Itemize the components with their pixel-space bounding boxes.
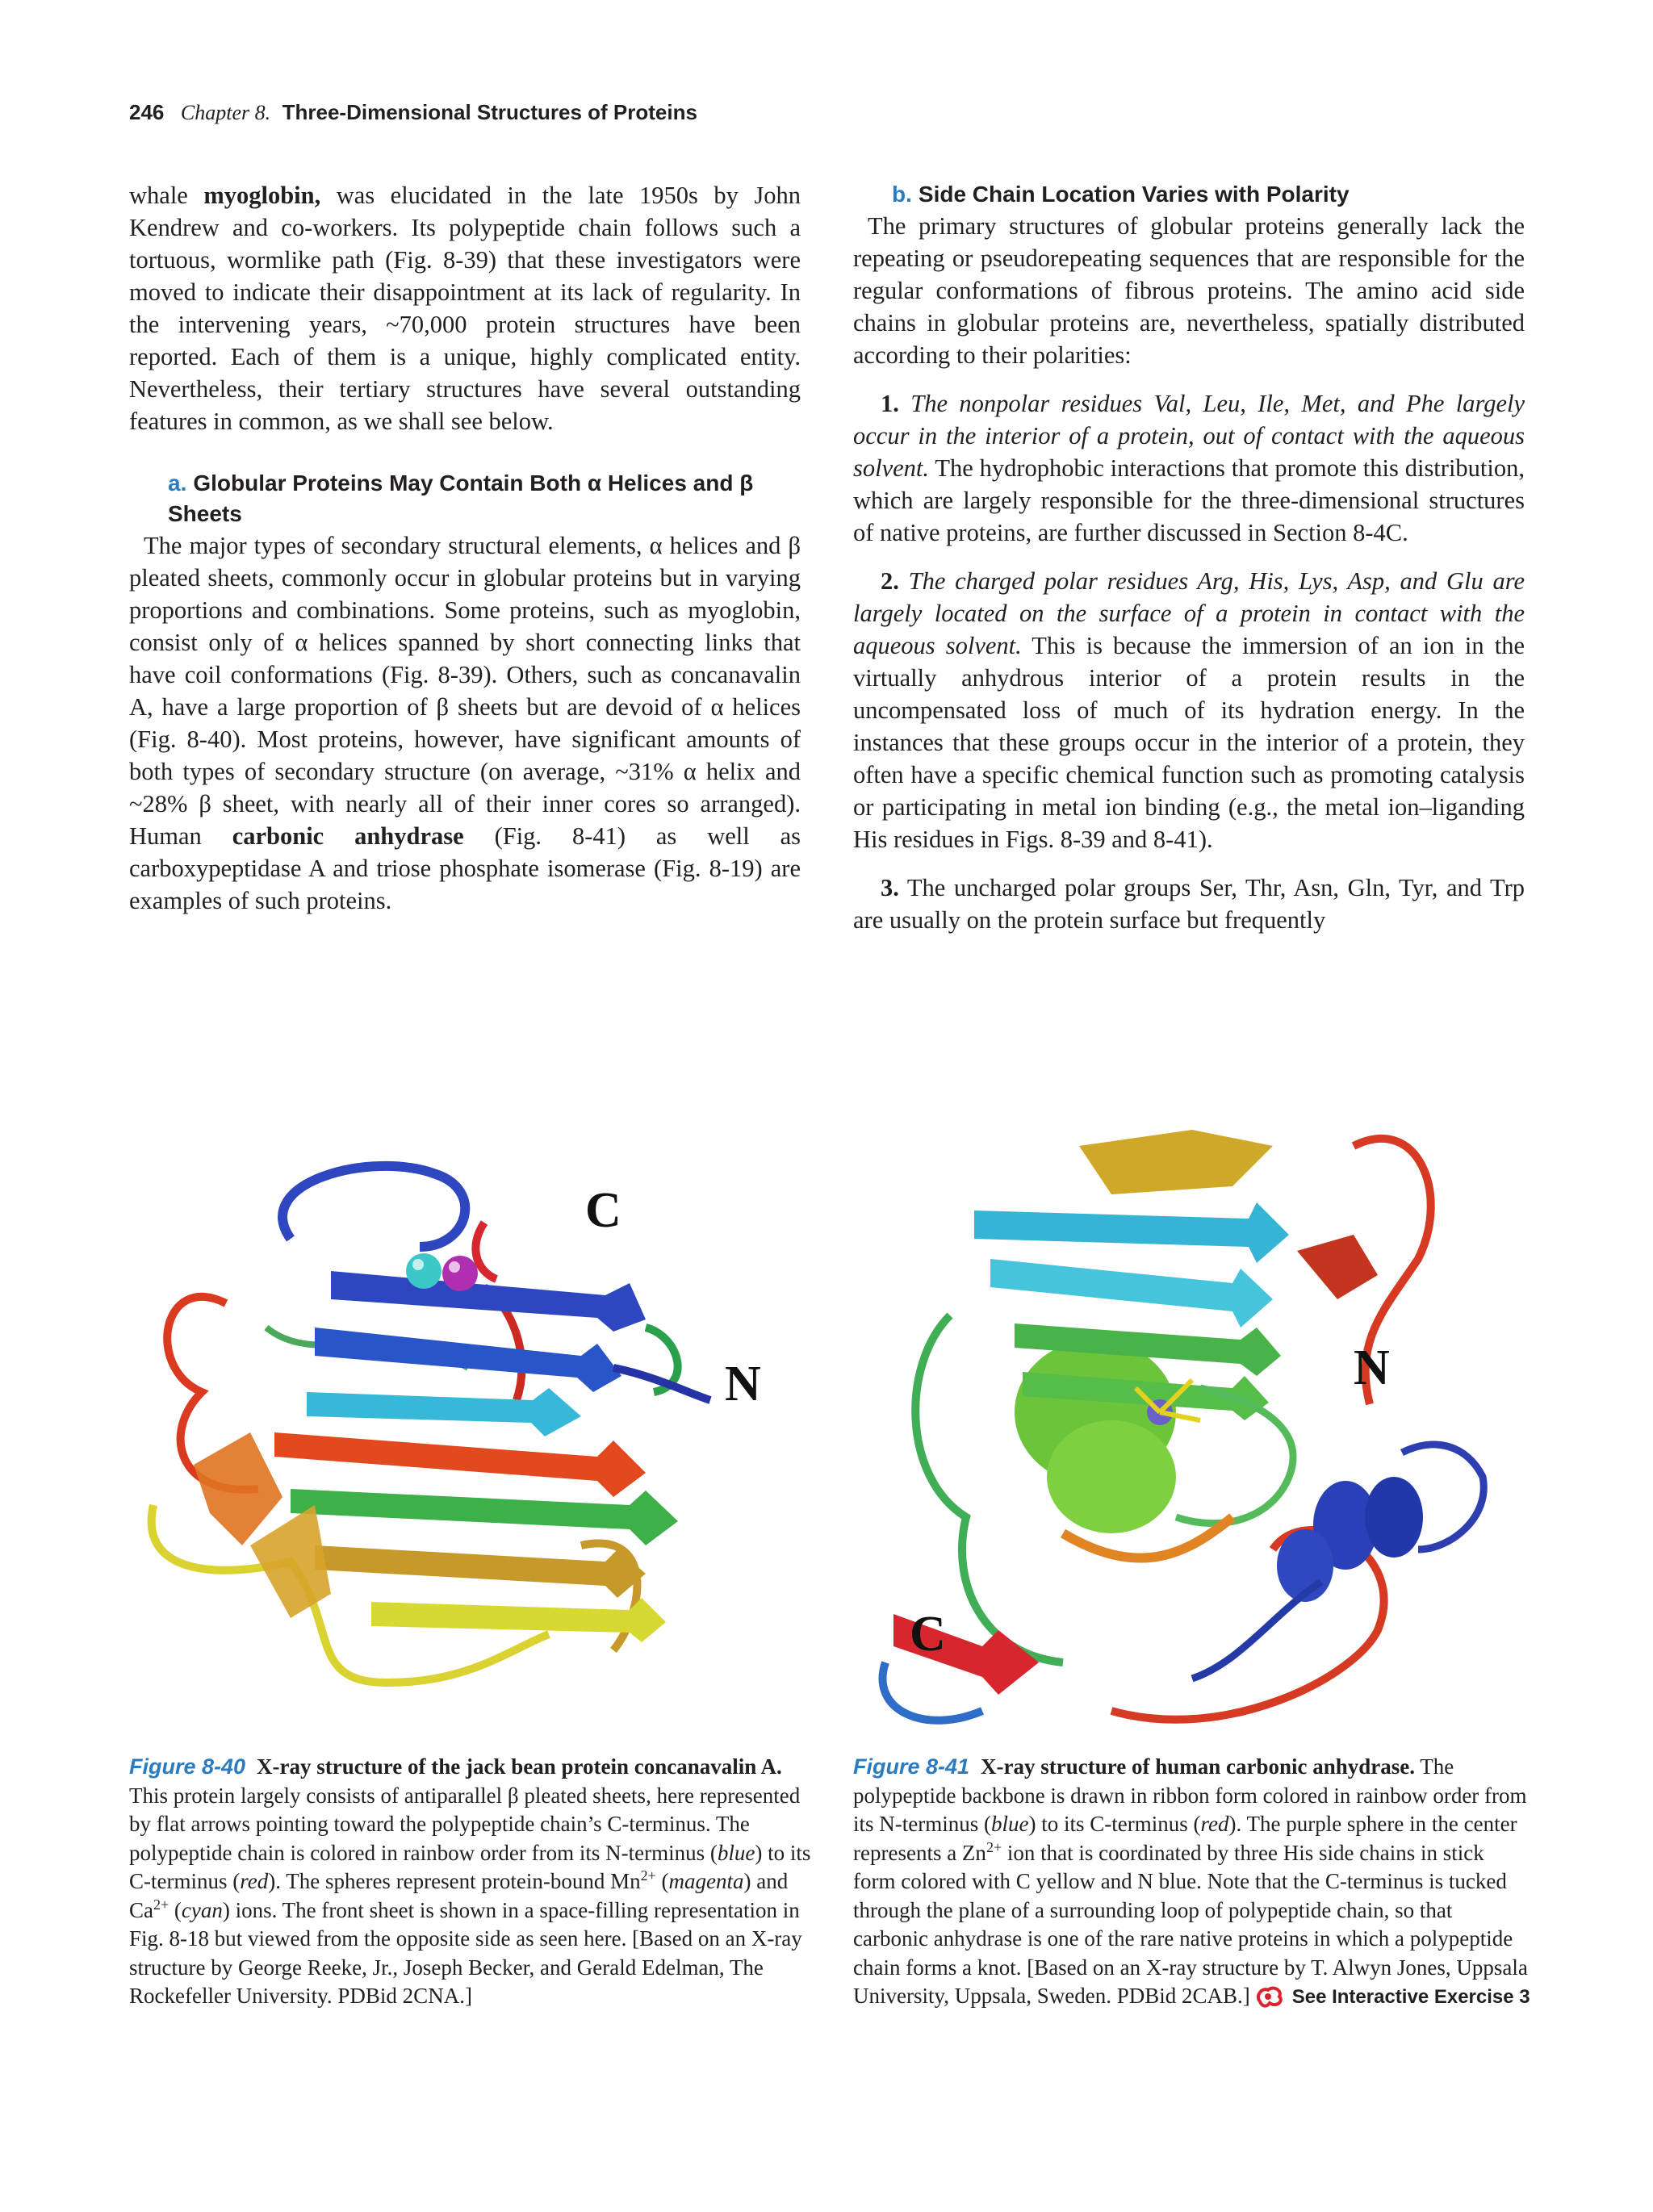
figure-8-40-number: Figure 8-40 — [129, 1754, 246, 1779]
figure-8-41-number: Figure 8-41 — [853, 1754, 970, 1779]
interactive-exercise-pill-icon[interactable] — [1255, 1982, 1287, 2016]
chapter-title: Three-Dimensional Structures of Proteins — [282, 100, 697, 124]
paragraph-myoglobin: whale myoglobin, was elucidated in the late 1950s by John Kendrew and co-workers. Its polypeptide chain follows such a tortuous, wormlike path (Fig. 8-39) that these investigators were moved to indicate their disappointment at its lack of regularity. In the intervening years, ~70,000 protein structures have been reported. Each of them is a unique, highly complicated entity. Nevertheless, their tertiary structures have several outstanding features in common, as we shall see below. — [129, 182, 801, 435]
paragraph-secondary-structures: The major types of secondary structural elements, α helices and β pleated sheets, commonly occur in globular proteins but in varying proportions and combinations. Some proteins, such as myoglobin, consist only of α helices spanned by short connecting links that have coil conformations (Fig. 8-39). Others, such as concanavalin A, have a large proportion of β sheets but are devoid of α helices (Fig. 8-40). Most proteins, however, have significant amounts of both types of secondary structure (on average, ~31% α helix and ~28% β sheet, with nearly all of their inner cores so arranged). Human carbonic anhydrase (Fig. 8-41) as well as carboxypeptidase A and triose phosphate isomerase (Fig. 8-19) are examples of such proteins. — [129, 532, 801, 914]
chapter-number: Chapter 8. — [180, 101, 271, 124]
left-column — [129, 179, 801, 917]
list-item-2: 2. The charged polar residues Arg, His, Lys, Asp, and Glu are largely located on the surface of a protein in contact with the aqueous solvent. This is because the immersion of an ion in the virtually anhydrous interior of a protein results in the uncompensated loss of much of its hydration energy. In the instances that these groups occur in the interior of a protein, they often have a specific chemical function such as promoting catalysis or participating in metal ion binding (e.g., the metal ion–liganding His residues in Figs. 8-39 and 8-41). — [853, 567, 1525, 853]
section-heading-b-text: Side Chain Location Varies with Polarity — [918, 182, 1350, 207]
figure-8-41-n-terminus-label: N — [1354, 1340, 1390, 1395]
list-item-3: 3. The uncharged polar groups Ser, Thr, Asn, Gln, Tyr, and Trp are usually on the protein surface but frequently — [853, 874, 1525, 934]
right-column — [853, 179, 1525, 936]
list-item-1: 1. The nonpolar residues Val, Leu, Ile, Met, and Phe largely occur in the interior of a protein, out of contact with the aqueous solvent. The hydrophobic interactions that promote this distribution, which are largely responsible for the three-dimensional structures of native proteins, are further discussed in Section 8-4C. — [853, 390, 1525, 546]
figure-8-41-caption: Figure 8-41 X-ray structure of human carbonic anhydrase. The polypeptide backbone is drawn in ribbon form colored in rainbow order from its N-terminus (blue) to its C-terminus (red). The purple sphere in the center represents a $Zn^{2+}$ ion that is coordinated by three His side chains in stick form colored with C yellow and N blue. Note that the C-terminus is tucked through the plane of a surrounding loop of polypeptide chain, so that carbonic anhydrase is one of the rare native proteins in which a polypeptide chain forms a knot. [Based on an X-ray structure by T. Alwyn Jones, Uppsala University, Uppsala, Sweden. PDBid 2CAB.] See Interactive Exercise 3 — [853, 1753, 1531, 2016]
section-heading-a-text: Globular Proteins May Contain Both α Helices and β Sheets — [168, 470, 754, 526]
section-letter-b: b. — [892, 182, 912, 207]
figure-8-41-image — [853, 1098, 1523, 1735]
figure-8-41-c-terminus-label: C — [910, 1607, 946, 1662]
term-myoglobin: myoglobin, — [203, 182, 321, 209]
figure-8-40-title: X-ray structure of the jack bean protein concanavalin A. — [257, 1754, 782, 1779]
term-carbonic-anhydrase: carbonic anhydrase — [232, 822, 464, 850]
section-letter-a: a. — [168, 470, 187, 496]
figure-8-41-title: X-ray structure of human carbonic anhydrase. — [981, 1754, 1416, 1779]
running-header — [129, 100, 697, 125]
page-number: 246 — [129, 100, 165, 124]
figure-8-40-image — [129, 1126, 807, 1723]
carbonic-anhydrase-ribbon-illustration — [853, 1098, 1523, 1735]
figure-8-40-caption: Figure 8-40 X-ray structure of the jack bean protein concanavalin A. This protein largely consists of antiparallel β pleated sheets, here represented by flat arrows pointing toward the polypeptide chain’s C-terminus. The polypeptide chain is colored in rainbow order from its N-terminus (blue) to its C-terminus (red). The spheres represent protein-bound $Mn^{2+}$ (magenta) and $Ca^{2+}$ (cyan) ions. The front sheet is shown in a space-filling representation in Fig. 8-18 but viewed from the opposite side as seen here. [Based on an X-ray structure by George Reeke, Jr., Joseph Becker, and Gerald Edelman, The Rockefeller University. PDBid 2CNA.] — [129, 1754, 811, 2008]
figure-8-40-n-terminus-label: N — [725, 1357, 761, 1411]
figure-8-40-c-terminus-label: C — [585, 1183, 621, 1238]
concanavalin-ribbon-illustration — [129, 1126, 807, 1723]
section-heading-a — [129, 468, 801, 529]
see-interactive-exercise-link[interactable]: See Interactive Exercise 3 — [1291, 1986, 1530, 2008]
section-heading-b — [853, 179, 1525, 210]
paragraph-primary-structures: The primary structures of globular proteins generally lack the repeating or pseudorepeating sequences that are responsible for the regular conformations of fibrous proteins. The amino acid side chains in globular proteins are, nevertheless, spatially distributed according to their polarities: — [853, 212, 1525, 369]
